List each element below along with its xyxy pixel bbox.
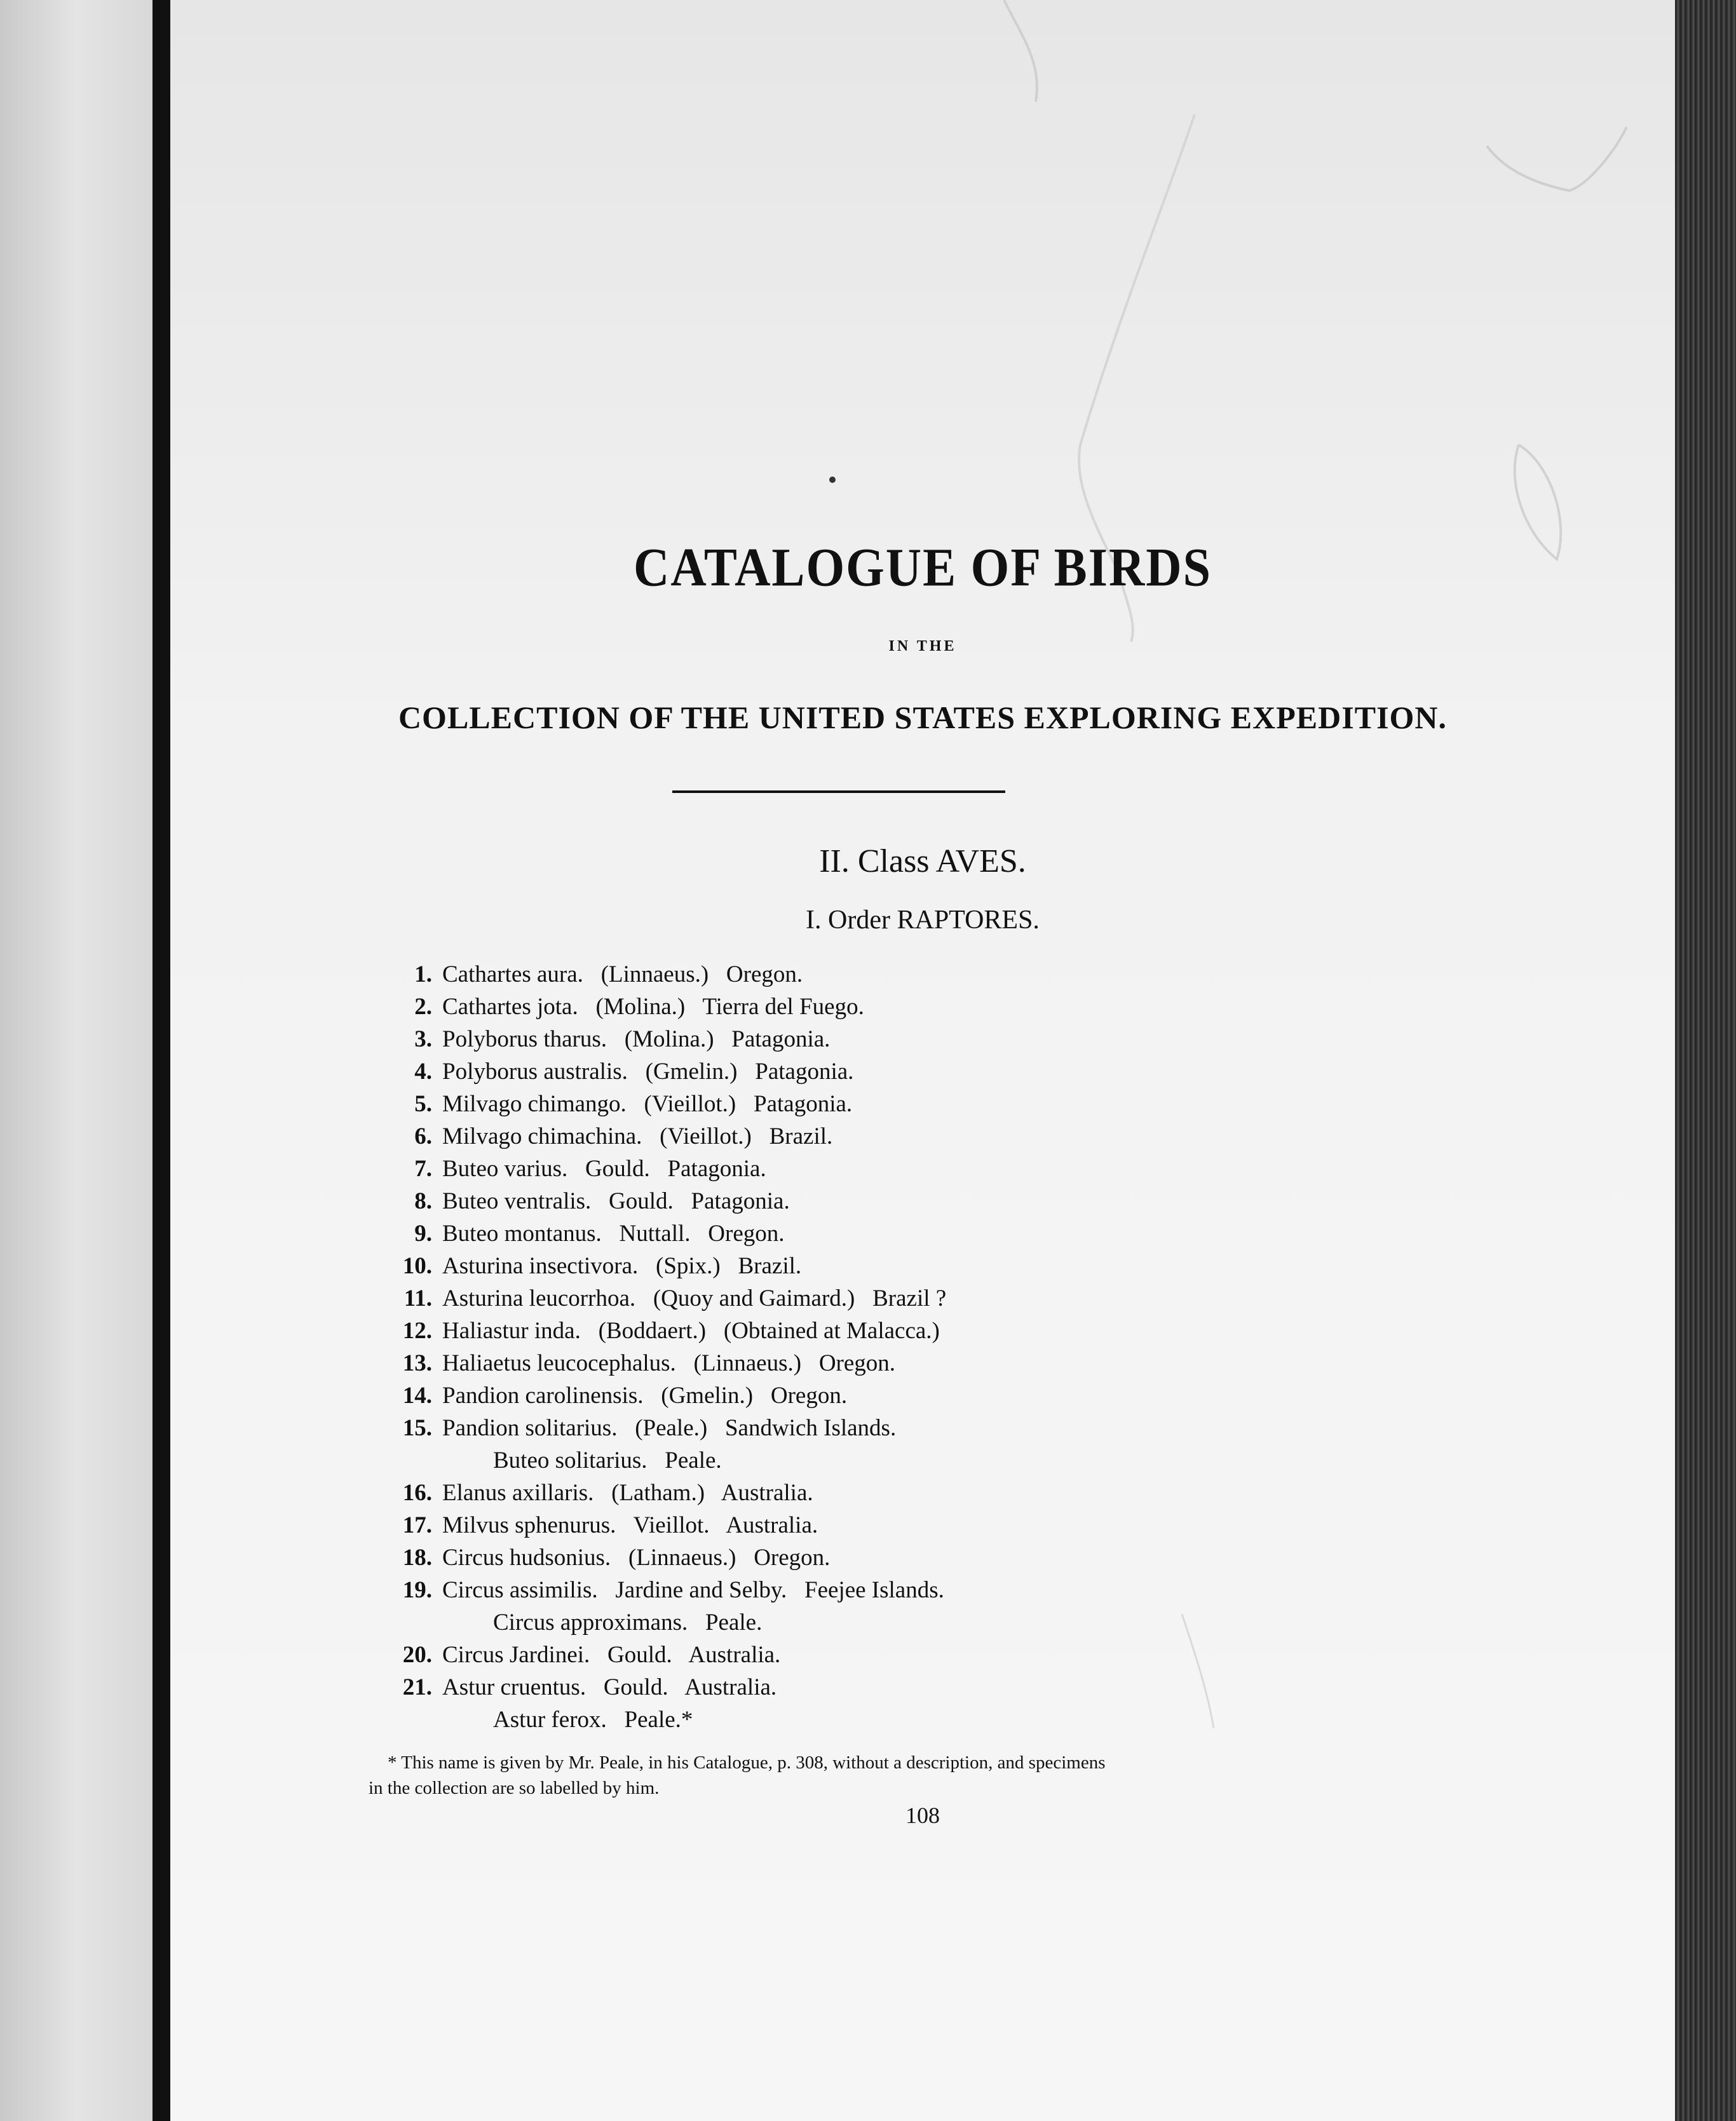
- entry-number: 17.: [402, 1512, 432, 1538]
- species-entry: [356, 1023, 1436, 1055]
- entry-number: 21.: [402, 1674, 432, 1700]
- species-entry: [356, 1379, 1436, 1412]
- entry-text: Polyborus australis. (Gmelin.) Patagonia.: [442, 1059, 854, 1085]
- entry-number: 9.: [414, 1221, 432, 1247]
- synonym-entry: [356, 1606, 1436, 1639]
- entry-text: Buteo varius. Gould. Patagonia.: [442, 1156, 766, 1182]
- species-entry: [356, 1250, 1436, 1282]
- entry-number: 11.: [403, 1285, 432, 1311]
- title-rule: [672, 790, 1005, 793]
- entry-text: Haliaetus leucocephalus. (Linnaeus.) Oregon.: [442, 1350, 896, 1376]
- page-title: CATALOGUE OF BIRDS: [634, 536, 1212, 598]
- order-heading: I. Order RAPTORES.: [806, 905, 1040, 935]
- species-entry: [356, 1542, 1436, 1574]
- entry-number: 4.: [414, 1059, 432, 1085]
- entry-text: Milvago chimachina. (Vieillot.) Brazil.: [442, 1123, 833, 1149]
- facing-page-edge: [0, 0, 153, 2121]
- species-entry: [356, 1153, 1436, 1185]
- species-entry: [356, 1315, 1436, 1347]
- entry-number: 15.: [402, 1415, 432, 1441]
- entry-number: 14.: [402, 1383, 432, 1409]
- species-entry: [356, 1120, 1436, 1153]
- footnote-line: in the collection are so labelled by him.: [369, 1778, 660, 1798]
- entry-text: Circus hudsonius. (Linnaeus.) Oregon.: [442, 1545, 831, 1571]
- entry-text: Pandion solitarius. (Peale.) Sandwich Islands.: [442, 1415, 897, 1441]
- species-entry: [356, 958, 1436, 991]
- entry-number: 2.: [414, 994, 432, 1020]
- species-entry: [356, 1217, 1436, 1250]
- page-stack-edge: [1675, 0, 1736, 2121]
- entry-text: Astur cruentus. Gould. Australia.: [442, 1674, 777, 1700]
- entry-number: 18.: [402, 1545, 432, 1571]
- entry-text: Circus approximans. Peale.: [493, 1609, 763, 1636]
- entry-number: 20.: [402, 1642, 432, 1668]
- entry-text: Elanus axillaris. (Latham.) Australia.: [442, 1480, 813, 1506]
- species-entry: [356, 1509, 1436, 1542]
- species-entry: [356, 1088, 1436, 1120]
- species-entry: [356, 1671, 1436, 1704]
- page-subtitle: COLLECTION OF THE UNITED STATES EXPLORING EXPEDITION.: [398, 700, 1448, 735]
- species-entry: [356, 1055, 1436, 1088]
- entry-text: Milvus sphenurus. Vieillot. Australia.: [442, 1512, 818, 1538]
- entry-text: Circus assimilis. Jardine and Selby. Feejee Islands.: [442, 1577, 944, 1603]
- synonym-entry: [356, 1704, 1436, 1736]
- entry-text: Pandion carolinensis. (Gmelin.) Oregon.: [442, 1383, 848, 1409]
- page-number: 108: [905, 1803, 940, 1828]
- entry-number: 3.: [414, 1026, 432, 1052]
- entry-text: Cathartes jota. (Molina.) Tierra del Fuego.: [442, 994, 864, 1020]
- species-entry: [356, 1477, 1436, 1509]
- species-entry: [356, 1574, 1436, 1606]
- species-entry: [356, 1412, 1436, 1444]
- entry-text: Milvago chimango. (Vieillot.) Patagonia.: [442, 1091, 853, 1117]
- entry-text: Buteo montanus. Nuttall. Oregon.: [442, 1221, 785, 1247]
- species-entry: [356, 1639, 1436, 1671]
- species-entry: [356, 1185, 1436, 1217]
- entry-number: 10.: [402, 1253, 432, 1279]
- title-connector: IN THE: [888, 638, 957, 654]
- species-entry: [356, 1347, 1436, 1379]
- entry-number: 6.: [414, 1123, 432, 1149]
- footnote: [369, 1750, 1322, 1801]
- entry-text: Astur ferox. Peale.*: [493, 1707, 693, 1733]
- entry-number: 12.: [402, 1318, 432, 1344]
- entry-text: Asturina insectivora. (Spix.) Brazil.: [442, 1253, 802, 1279]
- class-heading: II. Class AVES.: [819, 843, 1026, 879]
- species-entry: [356, 1282, 1436, 1315]
- entry-text: Buteo ventralis. Gould. Patagonia.: [442, 1188, 790, 1214]
- entry-number: 8.: [414, 1188, 432, 1214]
- entry-text: Polyborus tharus. (Molina.) Patagonia.: [442, 1026, 831, 1052]
- entry-number: 5.: [414, 1091, 432, 1117]
- entry-number: 13.: [402, 1350, 432, 1376]
- synonym-entry: [356, 1444, 1436, 1477]
- entry-text: Circus Jardinei. Gould. Australia.: [442, 1642, 781, 1668]
- entry-number: 7.: [414, 1156, 432, 1182]
- footnote-line: * This name is given by Mr. Peale, in his Catalogue, p. 308, without a description, and specimens: [388, 1752, 1106, 1773]
- entry-text: Asturina leucorrhoa. (Quoy and Gaimard.) Brazil ?: [442, 1285, 947, 1311]
- entry-number: 16.: [402, 1480, 432, 1506]
- entry-text: Haliastur inda. (Boddaert.) (Obtained at Malacca.): [442, 1318, 940, 1344]
- entry-number: 19.: [402, 1577, 432, 1603]
- entry-number: 1.: [414, 961, 432, 987]
- entry-text: Buteo solitarius. Peale.: [493, 1447, 722, 1474]
- binding-gutter: [153, 0, 170, 2121]
- entry-text: Cathartes aura. (Linnaeus.) Oregon.: [442, 961, 803, 987]
- species-list: [356, 958, 1436, 1736]
- species-entry: [356, 991, 1436, 1023]
